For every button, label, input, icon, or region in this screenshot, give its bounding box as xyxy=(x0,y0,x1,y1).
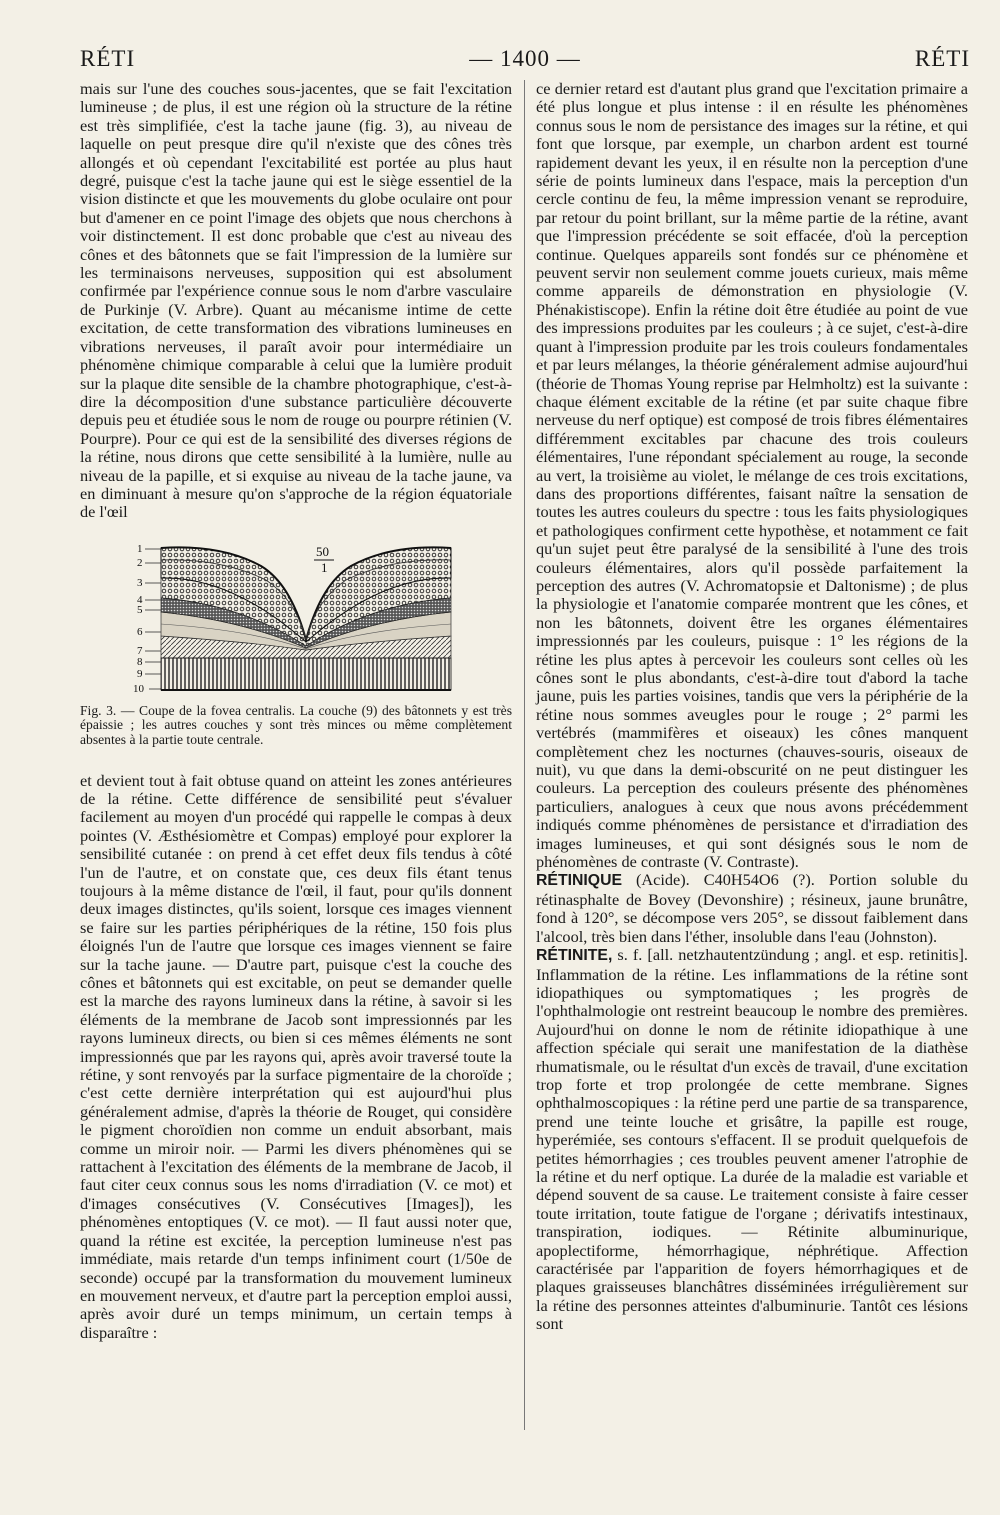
scale-bottom: 1 xyxy=(321,559,328,575)
entry-retinite xyxy=(536,946,968,1334)
headword-retinique: RÉTINIQUE xyxy=(536,872,623,890)
left-column xyxy=(80,80,512,1342)
scale-marker xyxy=(314,544,334,575)
entry-retinite-text: s. f. [all. netzhautentzündung ; angl. et esp. retinitis]. Inflammation de la rétine. Les inflammations de la rétine sont idiopathiques ou symptomatiques ; les progrès de l'ophthalmologie ont restreint beaucoup le nombre des premières. Aujourd'hui on donne le nom de rétinite idiopathique à une affection spéciale qui serait une manifestation de la diathèse rhumatismale, ou le résultat d'un excès de travail, d'une excitation trop forte et trop prolongée de cette membrane. Signes ophthalmoscopiques : la rétine perd une partie de sa transparence, prend une teinte louche et grisâtre, la papille est rouge, hyperémiée, ses contours s'effacent. Il se produit quelquefois de petites hémorrhagies ; ces troubles peuvent amener l'atrophie de la rétine et du nerf optique. La durée de la maladie est variable et dépend souvent de sa cause. Le traitement consiste à faire cesser toute irritation, toute fatigue de l'organe ; dérivatifs intestinaux, transpiration, iodiques. — Rétinite albuminurique, apoplectiforme, hémorrhagique, néphrétique. Affection caractérisée par l'apparition de foyers hémorrhagiques et de plaques graisseuses blanchâtres disséminées irrégulièrement sur la rétine des personnes atteintes d'albuminurie. Tantôt ces lésions sont xyxy=(536,945,968,1334)
left-column-top-text: mais sur l'une des couches sous-jacentes, que se fait l'excitation lumineuse ; de plus, il est une région où la structure de la rétine est très simplifiée, c'est la tache jaune (fig. 3), au niveau de laquelle on peut presque dire qu'il n'existe que des cônes très allongés et où cependant l'excitabilité est portée au plus haut degré, puisque c'est la tache jaune qui est le siège essentiel de la vision distincte et que les mouvements du globe oculaire ont pour but d'amener en ce point l'image des objets que nous cherchons à voir distinctement. Il est donc probable que c'est au niveau des cônes et des bâtonnets que se fait l'impression de la lumière sur les terminaisons nerveuses, supposition qui est absolument confirmée par l'expérience connue sous le nom d'arbre vasculaire de Purkinje (V. Arbre). Quant au mécanisme intime de cette excitation, de cette transformation des vibrations lumineuses en vibrations nerveuses, il paraît avoir pour intermédiaire un phénomène chimique comparable à celui que la lumière produit sur la plaque dite sensible de la chambre photographique, c'est-à-dire la décomposition d'une substance particulière découverte depuis peu et étudiée sous le nom de rouge ou pourpre rétinien (V. Pourpre). Pour ce qui est de la sensibilité des diverses régions de la rétine, nous dirons que cette sensibilité à la lumière, nulle au niveau de la papille, et si exquise au niveau de la tache jaune, va en diminuant à mesure qu'on s'approche de la région équatoriale de l'œil xyxy=(80,79,512,522)
scale-top: 50 xyxy=(316,543,329,559)
fovea-cross-section-illustration xyxy=(131,540,461,700)
entry-retinique xyxy=(536,871,968,946)
layer-label-6: 6 xyxy=(137,625,143,638)
running-head-right: RÉTI xyxy=(914,46,970,71)
layer-label-8: 8 xyxy=(137,655,143,668)
entry-retinique-text: (Acide). C40H54O6 (?). Portion soluble du rétinasphalte de Bovey (Devonshire) ; résineux, jaune brunâtre, fond à 120°, se décompose vers 205°, se dissout faiblement dans l'alcool, très bien dans l'éther, insoluble dans l'eau (Johnston). xyxy=(536,870,968,946)
right-column xyxy=(536,80,968,1334)
right-column-text: ce dernier retard est d'autant plus grand que l'excitation primaire a été plus longue et plus intense : il en résulte les phénomènes connus sous le nom de persistance des images sur la rétine, et qui font que lorsque, par exemple, un charbon ardent est tourné rapidement devant les yeux, il en résulte non la perception d'une série de points lumineux dans l'espace, mais la perception d'un cercle continu de feu, la même impression venant se reproduire, par retour du point brillant, sur la même partie de la rétine, avant que l'impression précédente se soit effacée, d'où la perception continue. Quelques appareils sont fondés sur ce phénomène et peuvent servir non seulement comme jouets curieux, mais même comme appareils de démonstration en physiologie (V. Phénakistiscope). Enfin la rétine doit être étudiée au point de vue des impressions produites par les couleurs ; à ce sujet, c'est-à-dire quant à l'impression produite par les trois couleurs fondamentales et par leurs mélanges, la théorie généralement admise aujourd'hui (théorie de Thomas Young reprise par Helmholtz) est la suivante : chaque élément excitable de la rétine (et par suite chaque fibre nerveuse du nerf optique) est composé de trois fibres élémentaires différemment excitables par chacune des trois couleurs élémentaires, l'une répondant spécialement au rouge, la seconde au vert, la troisième au violet, le mélange de ces trois excitations, dans des proportions différentes, faisant naître la sensation de toutes les autres couleurs du spectre : tous les faits physiologiques et pathologiques confirment cette hypothèse, et notamment ce fait qu'un sujet peut être paralysé de la sensibilité à l'une des trois couleurs élémentaires, alors qu'il possède parfaitement la perception des autres (V. Achromatopsie et Daltonisme) ; de plus la physiologie et l'anatomie comparée montrent que les cônes, et non les bâtonnets, doivent être les organes élémentaires impressionnés par les couleurs, puisque : 1° les régions de la rétine les plus aptes à percevoir les couleurs sont celles où les cônes sont le plus abondants, c'est-à-dire tout d'abord la tache jaune, puis les parties voisines, tandis que vers la périphérie de la rétine nous sommes aveugles pour le rouge ; 2° parmi les vertébrés (mammifères et oiseaux) les cônes manquent complètement chez les nocturnes (chauves-souris, oiseaux de nuit), vu que dans la demi-obscurité on ne peut distinguer les couleurs. La perception des couleurs présente des phénomènes particuliers, analogues à ceux que nous avons précédemment indiqués comme phénomènes de persistance et d'irradiation des images lumineuses, et qui sont désignés sous le nom de phénomènes de contraste (V. Contraste). xyxy=(536,79,968,872)
column-divider xyxy=(524,80,525,1430)
left-column-bottom-text: et devient tout à fait obtuse quand on atteint les zones antérieures de la rétine. Cette différence de sensibilité peut s'évaluer facilement au moyen d'un procédé qui rappelle le compas à deux pointes (V. Æsthésiomètre et Compas) employé pour explorer la sensibilité cutanée : on prend à cet effet deux fils tendus à côté l'un de l'autre, et on constate que, ces deux fils étant tenus toujours à la même distance de l'œil, il faut, pour qu'ils donnent deux images distinctes, qu'ils soient, lorsque ces images viennent se faire sur les parties périphériques de la rétine, 150 fois plus éloignés l'un de l'autre que lorsque ces images viennent se faire sur la tache jaune. — D'autre part, puisque c'est la couche des cônes et bâtonnets qui est excitable, on peut se demander quelle est la marche des rayons lumineux dans la rétine, à savoir si les éléments de la membrane de Jacob sont impressionnés par les rayons lumineux directs, ou bien si ces mêmes éléments ne sont impressionnés que par les rayons qui, après avoir traversé toute la rétine, y sont renvoyés par la surface pigmentaire de la choroïde ; c'est cette dernière interprétation qui est aujourd'hui plus généralement admise, d'après la théorie de Rouget, qui considère le pigment choroïdien non comme un enduit absorbant, mais comme un miroir noir. — Parmi les divers phénomènes qui se rattachent à l'excitation des éléments de la membrane de Jacob, il faut citer ceux connus sous les noms d'irradiation (V. ce mot) et d'images consécutives (V. Consécutives [Images]), les phénomènes entoptiques (V. ce mot). — Il faut aussi noter que, quand la rétine est excitée, la perception lumineuse n'est pas immédiate, mais retarde d'un temps infiniment court (1/50e de seconde) occupé par la transformation du mouvement lumineux en mouvement nerveux, et d'autre part la perception emploi aussi, après avoir duré un temps minimum, un certain temps à disparaître : xyxy=(80,770,512,1342)
fovea-figure xyxy=(80,540,512,748)
layer-label-2: 2 xyxy=(137,556,143,569)
layer-label-10: 10 xyxy=(133,682,144,695)
layer-label-9: 9 xyxy=(137,667,143,680)
layer-label-7: 7 xyxy=(137,644,143,657)
headword-retinite: RÉTINITE, xyxy=(536,947,613,965)
layer-label-4: 4 xyxy=(137,593,143,606)
page-header xyxy=(80,46,970,78)
layer-labels xyxy=(133,543,145,695)
layer-label-5: 5 xyxy=(137,603,143,616)
page-number: — 1400 — xyxy=(469,46,581,71)
running-head-left: RÉTI xyxy=(80,46,136,71)
layer-label-3: 3 xyxy=(137,576,143,589)
figure-caption: Fig. 3. — Coupe de la fovea centralis. La couche (9) des bâtonnets y est très épaissie ; les autres couches y sont très minces ou même complètement absentes à la partie toute centrale. xyxy=(80,702,512,747)
layer-label-1: 1 xyxy=(137,542,143,555)
